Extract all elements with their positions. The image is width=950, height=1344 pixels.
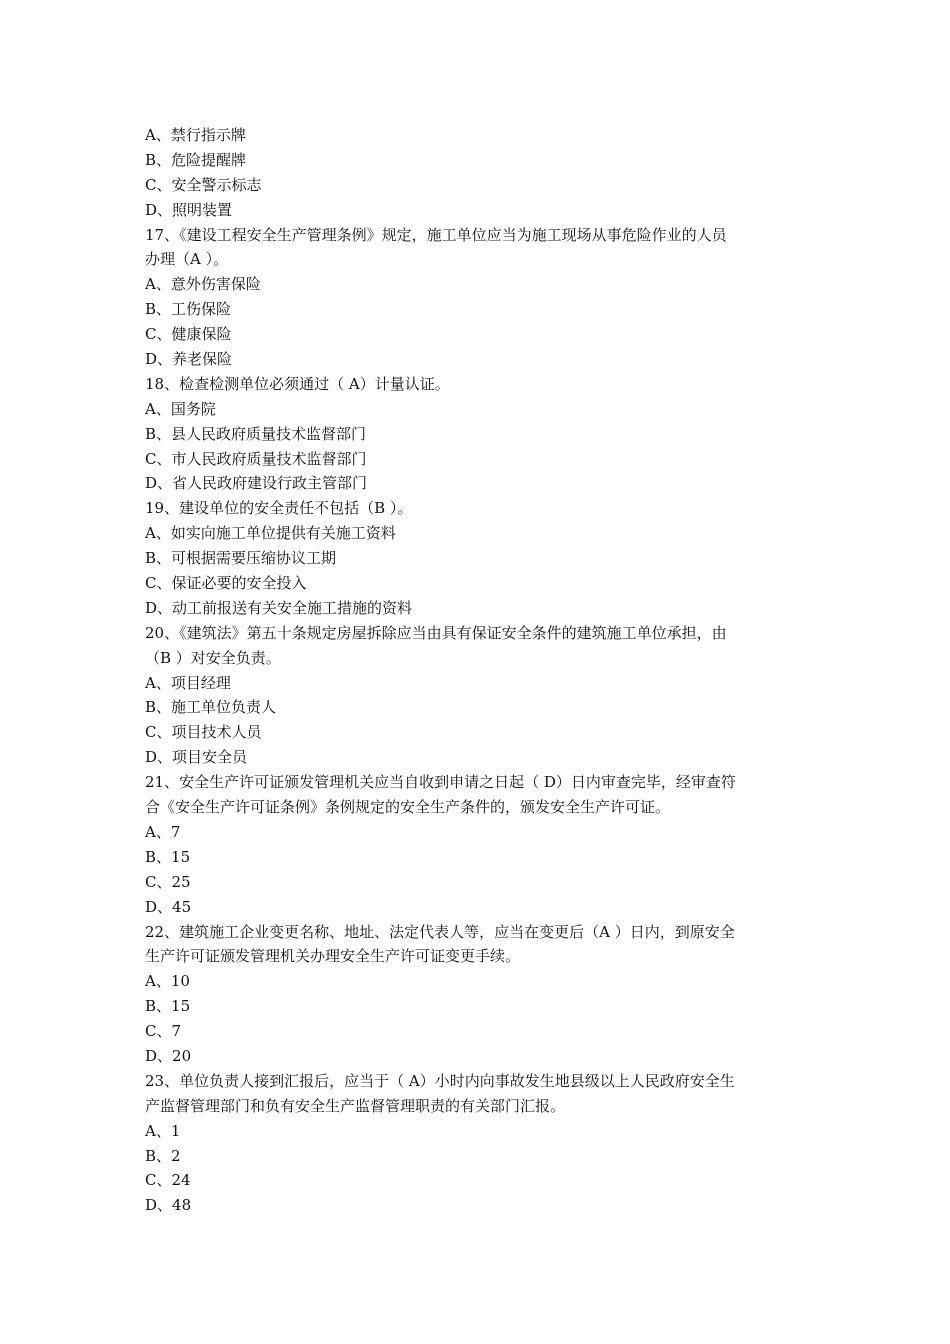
answer-option: D、省人民政府建设行政主管部门: [145, 474, 368, 493]
answer-option: B、可根据需要压缩协议工期: [145, 549, 337, 568]
question-line: 20、《建筑法》第五十条规定房屋拆除应当由具有保证安全条件的建筑施工单位承担，由: [145, 623, 727, 642]
answer-option: A、项目经理: [145, 673, 231, 692]
answer-option: A、禁行指示牌: [145, 126, 246, 144]
answer-option: B、施工单位负责人: [145, 698, 277, 717]
answer-option: A、1: [145, 1121, 181, 1140]
answer-option: D、48: [145, 1196, 192, 1215]
answer-option: B、15: [145, 997, 191, 1016]
answer-option: D、养老保险: [145, 350, 233, 369]
question-line: 21、安全生产许可证颁发管理机关应当自收到申请之日起（ D）日内审查完毕，经审查符: [145, 773, 736, 792]
answer-option: C、项目技术人员: [145, 723, 262, 742]
answer-option: C、安全警示标志: [145, 175, 262, 194]
answer-option: A、意外伤害保险: [145, 275, 261, 294]
question-line: 22、建筑施工企业变更名称、地址、法定代表人等，应当在变更后（A ）日内，到原安全: [145, 922, 735, 941]
answer-option: D、照明装置: [145, 200, 233, 219]
question-text: [145, 1069, 810, 1119]
answer-option: D、项目安全员: [145, 748, 248, 767]
answer-option: B、县人民政府质量技术监督部门: [145, 424, 367, 443]
answer-option: D、45: [145, 897, 192, 916]
question-line: 18、检查检测单位必须通过（ A）计量认证。: [145, 374, 450, 393]
answer-option: C、7: [145, 1022, 182, 1041]
question-text: [145, 372, 810, 397]
answer-option: B、危险提醒牌: [145, 150, 247, 169]
question-text: [145, 920, 810, 970]
answer-option: B、2: [145, 1146, 181, 1165]
answer-option: D、动工前报送有关安全施工措施的资料: [145, 598, 413, 617]
question-line: 生产许可证颁发管理机关办理安全生产许可证变更手续。: [145, 947, 521, 966]
answer-option: D、20: [145, 1046, 192, 1065]
question-line: 19、建设单位的安全责任不包括（B ）。: [145, 499, 413, 518]
document-page: [145, 123, 810, 1218]
answer-option: A、如实向施工单位提供有关施工资料: [145, 524, 396, 543]
answer-option: A、10: [145, 972, 190, 991]
question-line: 合《安全生产许可证条例》条例规定的安全生产条件的，颁发安全生产许可证。: [145, 798, 671, 817]
question-text: [145, 621, 810, 671]
answer-option: C、市人民政府质量技术监督部门: [145, 449, 367, 468]
answer-option: A、国务院: [145, 399, 216, 418]
question-line: 产监督管理部门和负有安全生产监督管理职责的有关部门汇报。: [145, 1096, 566, 1115]
answer-option: C、25: [145, 872, 191, 891]
answer-option: C、24: [145, 1171, 191, 1190]
question-line: 办理（A ）。: [145, 250, 229, 269]
answer-option: B、15: [145, 847, 191, 866]
answer-option: A、7: [145, 822, 181, 841]
answer-option: B、工伤保险: [145, 300, 232, 319]
question-line: 23、单位负责人接到汇报后，应当于（ A）小时内向事故发生地县级以上人民政府安全生: [145, 1071, 735, 1090]
question-line: 17、《建设工程安全生产管理条例》规定，施工单位应当为施工现场从事危险作业的人员: [145, 225, 727, 244]
question-text: [145, 223, 810, 273]
answer-option: C、保证必要的安全投入: [145, 574, 307, 593]
question-text: [145, 496, 810, 521]
answer-option: C、健康保险: [145, 325, 232, 344]
question-text: [145, 770, 810, 820]
question-line: （B ）对安全负责。: [145, 648, 281, 667]
